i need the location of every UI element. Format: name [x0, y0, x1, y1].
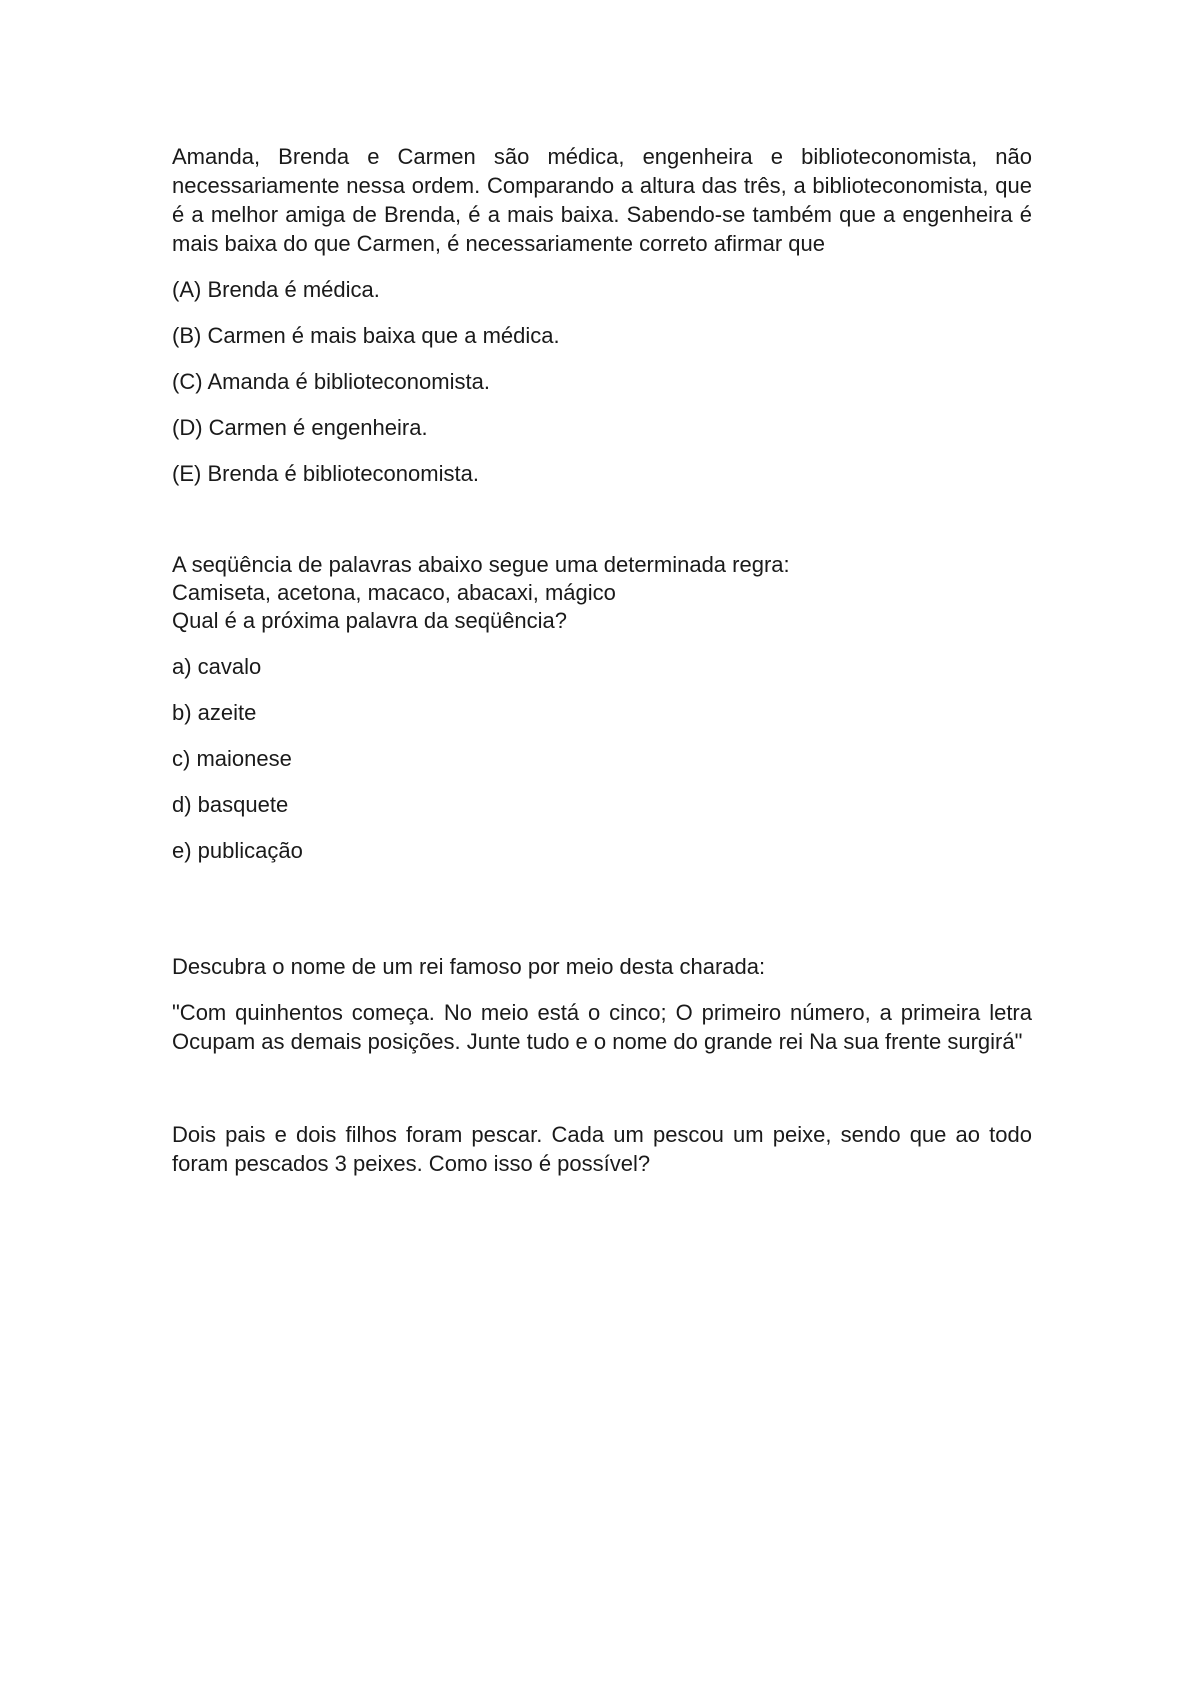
- question-2-option-b: b) azeite: [172, 700, 257, 725]
- question-3-intro: Descubra o nome de um rei famoso por meio desta charada:: [172, 954, 766, 979]
- question-2-rule-line: A seqüência de palavras abaixo segue uma determinada regra:: [172, 552, 790, 577]
- question-2-stem: [172, 551, 1032, 635]
- question-2-question-line: Qual é a próxima palavra da seqüência?: [172, 608, 568, 633]
- question-1-option-a: (A) Brenda é médica.: [172, 277, 380, 302]
- question-1-option-e: (E) Brenda é biblioteconomista.: [172, 461, 479, 486]
- question-1-option-c: (C) Amanda é biblioteconomista.: [172, 369, 490, 394]
- question-4: [172, 1120, 1032, 1178]
- question-2-word-sequence: Camiseta, acetona, macaco, abacaxi, mágico: [172, 580, 616, 605]
- question-1-option-d: (D) Carmen é engenheira.: [172, 415, 428, 440]
- question-2-option-a: a) cavalo: [172, 654, 262, 679]
- question-2-option-c: c) maionese: [172, 746, 292, 771]
- question-2-option-d: d) basquete: [172, 792, 289, 817]
- question-3: [172, 952, 1032, 1056]
- question-4-text: Dois pais e dois filhos foram pescar. Cada um pescou um peixe, sendo que ao todo foram pescados 3 peixes. Como isso é possível?: [172, 1122, 1032, 1176]
- question-2-option-e: e) publicação: [172, 838, 303, 863]
- question-2: [172, 551, 1032, 865]
- question-1-stem: Amanda, Brenda e Carmen são médica, engenheira e biblioteconomista, não necessariamente nessa ordem. Comparando a altura das três, a biblioteconomista, que é a melhor amiga de Brenda, é a mais baixa. Sabendo-se também que a engenheira é mais baixa do que Carmen, é necessariamente correto afirmar que: [172, 144, 1032, 256]
- question-1-option-b: (B) Carmen é mais baixa que a médica.: [172, 323, 560, 348]
- question-2-options: [172, 652, 1032, 865]
- document-page: [172, 142, 1032, 1178]
- question-1-options: [172, 275, 1032, 488]
- question-1: [172, 142, 1032, 488]
- question-3-riddle: "Com quinhentos começa. No meio está o cinco; O primeiro número, a primeira letra Ocupam as demais posições. Junte tudo e o nome do grande rei Na sua frente surgirá": [172, 1000, 1032, 1054]
